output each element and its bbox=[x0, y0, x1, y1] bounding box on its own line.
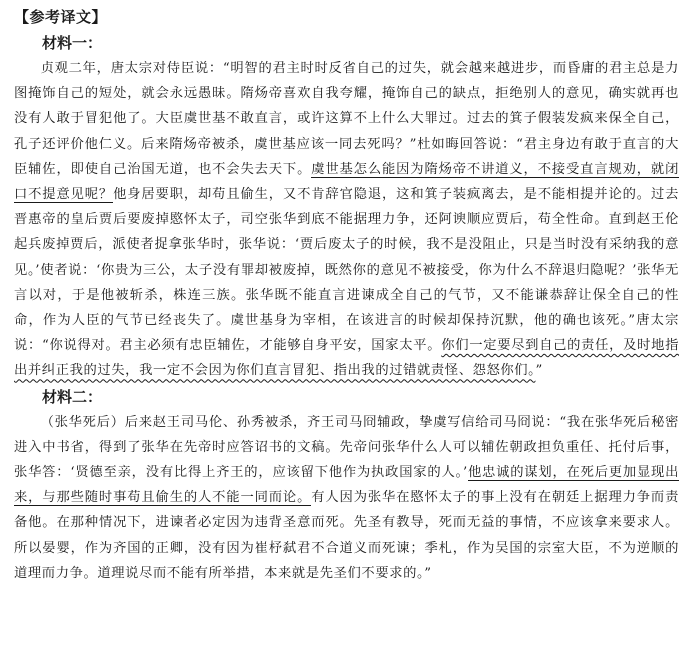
material-one-wavy-underlined-sentence: 你们一定要尽到自己的责任，及时地指出并纠正我的过失，我一定不会因为你们直言冒犯、指出我的过错就责怪、怨怒你们。 bbox=[14, 338, 679, 379]
material-one-text-b: 他身居要职，却苟且偷生，又不肯辞官隐退，这和箕子装疯离去，是不能相提并论的。过去晋惠帝的皇后贾后要废掉愍怀太子，司空张华到底不能据理力争，还阿谀顺应贾后，苟全性命。直到赵王伦起兵废掉贾后，派使者捉拿张华时，张华说：‘贾后废太子的时候，我不是没阻止，只是当时没有采纳我的意见。’使者说：‘你贵为三公，太子没有罪却被废掉，既然你的意见不被接受，你为什么不辞退归隐呢？’张华无言以对，于是他被斩杀，株连三族。张华既不能直言进谏成全自己的气节，又不能谦恭辞让保全自己的性命，作为人臣的气节已经丧失了。虞世基身为宰相，在该进言的时候却保持沉默，他的确也该死。”唐太宗说：“你说得对。君主必须有忠臣辅佐，才能够自身平安，国家太平。 bbox=[14, 187, 680, 354]
material-one-title: 材料一： bbox=[42, 34, 103, 52]
material-one-underlined-sentence: 虞世基怎么能因为隋炀帝不讲道义，不接受直言规劝，就闭口不提意见呢？ bbox=[14, 161, 679, 203]
material-two-paragraph bbox=[14, 410, 679, 586]
material-one-text-c: ” bbox=[535, 363, 543, 379]
translation-heading: 【参考译文】 bbox=[14, 8, 108, 26]
material-two-title: 材料二： bbox=[42, 387, 103, 406]
material-two-text-b: 有人因为张华在愍怀太子的事上没有在朝廷上据理力争而责备他。在那种情况下，进谏者必定因为违背圣意而死。先圣有教导，死而无益的事情，不应该拿来要求人。所以晏婴，作为齐国的正卿，没有因为崔杼弑君不合道义而死谏；季札，作为吴国的宗室大臣，不为逆顺的道理而力争。道理说尽而不能有所举措，本来就是先圣们不要求的。” bbox=[14, 490, 679, 581]
material-two-text-a: （张华死后）后来赵王司马伦、孙秀被杀，齐王司马冏辅政，挚虞写信给司马冏说：“我在张华死后秘密进入中书省，得到了张华在先帝时应答诏书的文稿。先帝问张华什么人可以辅佐朝政担负重任、托付后事，张华答：‘贤德至亲，没有比得上齐王的，应该留下他作为执政国家的人。’ bbox=[14, 414, 679, 481]
material-two-underlined-sentence: 他忠诚的谋划，在死后更加显现出来，与那些随时事苟且偷生的人不能一同而论。 bbox=[14, 465, 680, 506]
material-one-paragraph bbox=[14, 56, 679, 384]
material-one-text-a: 贞观二年，唐太宗对侍臣说：“明智的君主时时反省自己的过失，就会越来越进步，而昏庸的君主总是力图掩饰自己的短处，就会永远愚昧。隋炀帝喜欢自我夸耀，掩饰自己的缺点，拒绝别人的意见，确实就再也没有人敢于冒犯他了。大臣虞世基不敢直言，或许这算不上什么大罪过。过去的箕子假装发疯来保全自己，孔子还评价他仁义。后来隋炀帝被杀，虞世基应该一同去死吗？”杜如晦回答说：“君主身边有敢于直言的大臣辅佐，即使自己治国无道，也不会失去天下。 bbox=[14, 61, 679, 177]
